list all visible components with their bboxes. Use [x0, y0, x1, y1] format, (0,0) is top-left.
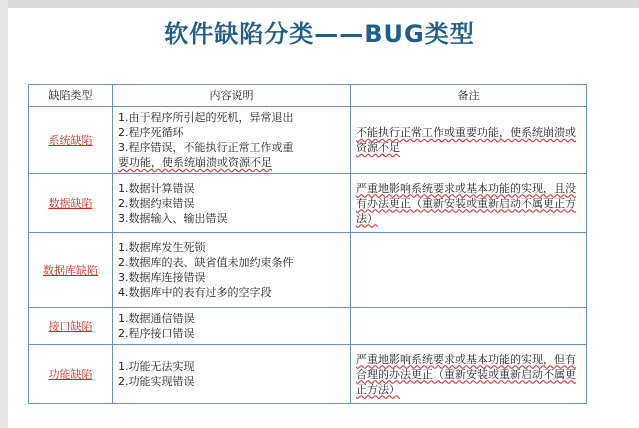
- table-row: [29, 345, 587, 404]
- content-line: 3.程序错误，不能执行正常工作或重: [118, 141, 294, 154]
- header-remark: 备注: [351, 85, 587, 107]
- remark-cell: 严重地影响系统要求或基本功能的实现，且没有办法更正（重新安装或重新启动不属更正方法）: [351, 174, 587, 233]
- bug-type-table: [28, 84, 587, 404]
- window-left-border: [0, 0, 8, 428]
- content-cell: [113, 107, 351, 174]
- content-line: 2.功能实现错误: [118, 375, 195, 388]
- content-line: 1.数据通信错误: [118, 312, 195, 325]
- category-cell: 数据库缺陷: [29, 233, 113, 308]
- content-cell: [113, 233, 351, 308]
- content-line: 1.数据库发生死锁: [118, 241, 206, 254]
- table-row: [29, 174, 587, 233]
- table-header-row: [29, 85, 587, 107]
- content-line: 3.数据输入、输出错误: [118, 211, 228, 225]
- category-cell: 接口缺陷: [29, 308, 113, 345]
- content-line: 1.功能无法实现: [118, 360, 195, 373]
- content-line: 4.数据库中的表有过多的空字段: [118, 286, 272, 299]
- slide-title: 软件缺陷分类——BUG类型: [164, 20, 475, 48]
- content-line: 要功能，使系统崩溃或资源不足: [118, 156, 272, 169]
- window-top-border: [0, 0, 639, 8]
- content-cell: [113, 345, 351, 404]
- content-cell: [113, 308, 351, 345]
- content-line: 1.数据计算错误: [118, 181, 195, 195]
- category-cell: 系统缺陷: [29, 107, 113, 174]
- header-content: 内容说明: [113, 85, 351, 107]
- remark-cell: 不能执行正常工作或重要功能，使系统崩溃或资源不足: [351, 107, 587, 174]
- category-cell: 数据缺陷: [29, 174, 113, 233]
- content-line: 2.程序接口错误: [118, 327, 195, 340]
- category-cell: 功能缺陷: [29, 345, 113, 404]
- table-row: [29, 308, 587, 345]
- table-row: [29, 107, 587, 174]
- table-row: [29, 233, 587, 308]
- remark-cell: 严重地影响系统要求或基本功能的实现，但有合理的办法更正（重新安装或重新启动不属更正方法）: [351, 345, 587, 404]
- content-cell: [113, 174, 351, 233]
- remark-cell: [351, 308, 587, 345]
- content-line: 1.由于程序所引起的死机，异常退出: [118, 111, 294, 124]
- remark-cell: [351, 233, 587, 308]
- content-line: 3.数据库连接错误: [118, 271, 206, 284]
- content-line: 2.数据库的表、缺省值未加约束条件: [118, 256, 294, 269]
- content-line: 2.程序死循环: [118, 126, 184, 139]
- content-line: 2.数据约束错误: [118, 196, 195, 210]
- header-category: 缺陷类型: [29, 85, 113, 107]
